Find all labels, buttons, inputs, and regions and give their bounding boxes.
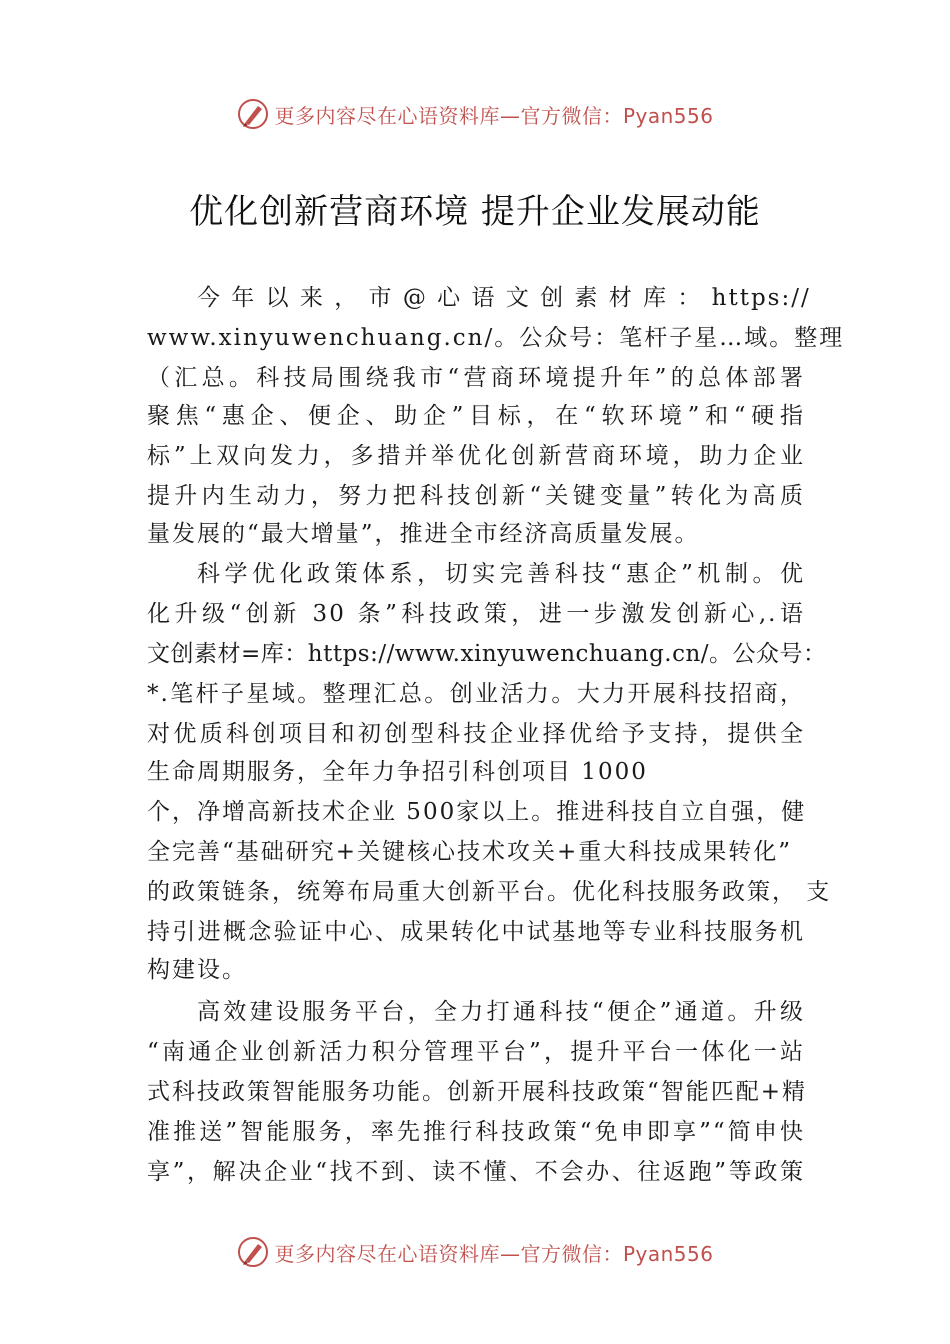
body-line: 标”上双向发力，多措并举优化创新营商环境，助力企业 (147, 443, 805, 469)
header-watermark-banner (0, 94, 950, 134)
body-line: www.xinyuwenchuang.cn/。公众号：笔杆子星…域。整理 (147, 325, 845, 351)
body-line: 今 年 以 来 ， 市 @ 心 语 文 创 素 材 库 ： https:// (197, 285, 811, 311)
body-line: 的政策链条，统筹布局重大创新平台。优化科技服务政策， 支 (147, 879, 832, 905)
body-line: 科学优化政策体系，切实完善科技“惠企”机制。优 (197, 561, 805, 587)
body-line: 构建设。 (147, 957, 247, 983)
body-line: 生命周期服务，全年力争招引科创项目 1000 (147, 759, 648, 785)
document-title: 优化创新营商环境 提升企业发展动能 (189, 192, 761, 232)
body-line: 对优质科创项目和初创型科技企业择优给予支持，提供全 (147, 721, 805, 747)
body-line: 文创素材=库：https://www.xinyuwenchuang.cn/。公众号： (147, 641, 827, 667)
body-line: 全完善“基础研究+关键核心技术攻关+重大科技成果转化” (147, 839, 793, 865)
banner-text: 更多内容尽在心语资料库—官方微信：Pyan556 (274, 1241, 714, 1266)
pen-logo-icon (236, 1235, 270, 1269)
pen-logo-icon (236, 97, 270, 131)
body-line: 提升内生动力，努力把科技创新“关键变量”转化为高质 (147, 483, 805, 509)
body-line: 个，净增高新技术企业 500家以上。推进科技自立自强，健 (147, 799, 807, 825)
body-line: 享”，解决企业“找不到、读不懂、不会办、往返跑”等政策 (147, 1159, 805, 1185)
body-line: 化升级“创新 30 条”科技政策，进一步激发创新心,.语 (147, 601, 805, 627)
body-line: “南通企业创新活力积分管理平台”，提升平台一体化一站 (147, 1039, 805, 1065)
body-line: 高效建设服务平台，全力打通科技“便企”通道。升级 (197, 999, 805, 1025)
body-line: 聚焦“惠企、便企、助企”目标，在“软环境”和“硬指 (147, 403, 805, 429)
body-line: 准推送”智能服务，率先推行科技政策“免申即享”“简申快 (147, 1119, 805, 1145)
body-line: 量发展的“最大增量”，推进全市经济高质量发展。 (147, 521, 700, 547)
body-line: 持引进概念验证中心、成果转化中试基地等专业科技服务机 (147, 919, 805, 945)
banner-text: 更多内容尽在心语资料库—官方微信：Pyan556 (274, 103, 714, 128)
footer-watermark-banner (0, 1232, 950, 1272)
body-line: 式科技政策智能服务功能。创新开展科技政策“智能匹配+精 (147, 1079, 808, 1105)
body-line: （汇总。科技局围绕我市“营商环境提升年”的总体部署 (147, 365, 805, 391)
body-line: *.笔杆子星域。整理汇总。创业活力。大力开展科技招商， (147, 681, 805, 707)
